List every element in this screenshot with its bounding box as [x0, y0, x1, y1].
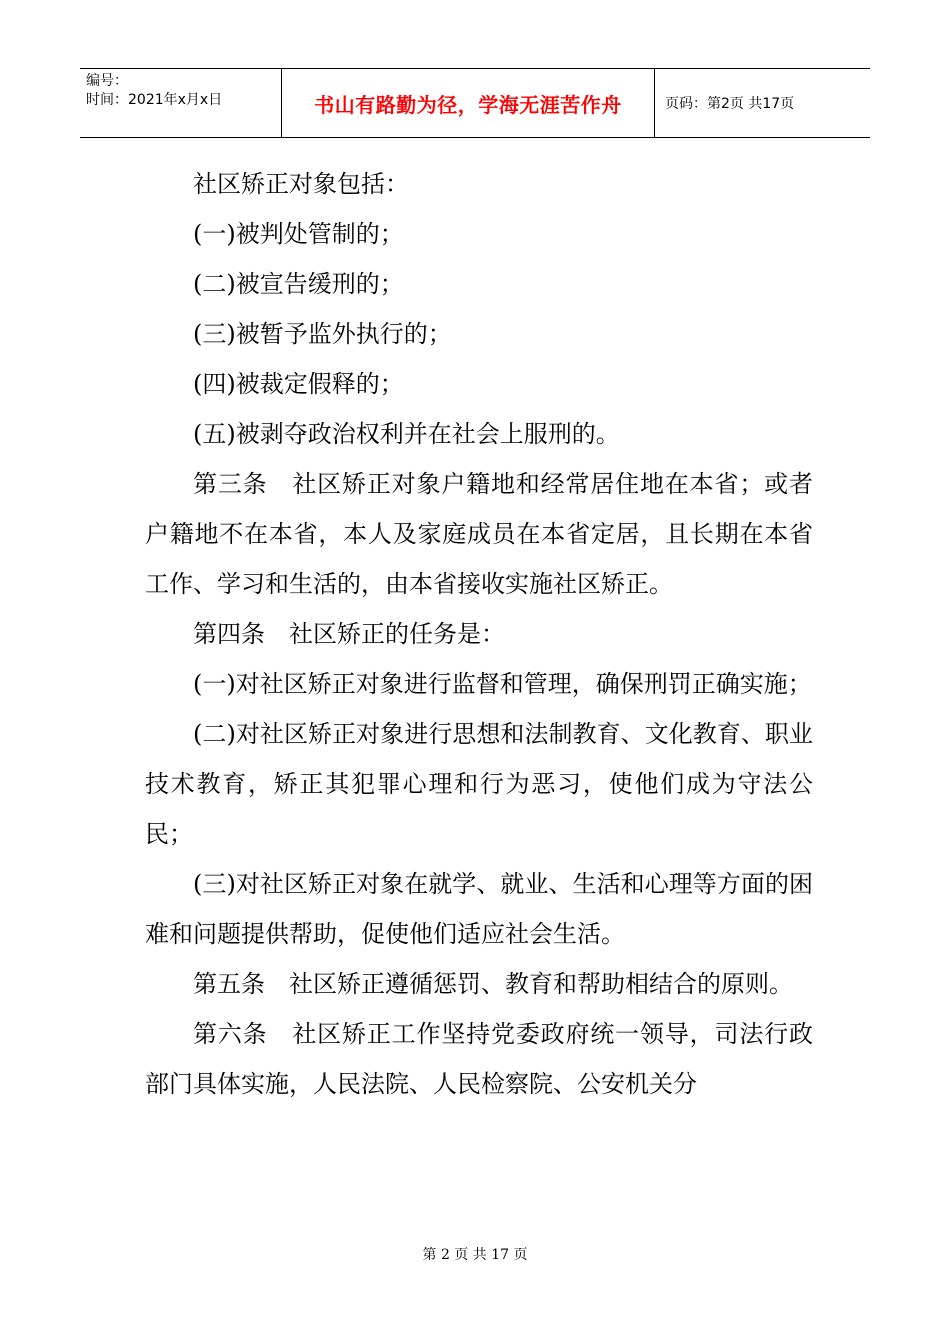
- paragraph: (二)被宣告缓刑的；: [193, 270, 404, 298]
- date-line: 时间：2021年x月x日: [86, 92, 223, 108]
- header-motto: 书山有路勤为径，学海无涯苦作舟: [282, 69, 655, 137]
- paragraph: (五)被剥夺政治权利并在社会上服刑的。: [193, 420, 620, 448]
- paragraph: (三)对社区矫正对象在就学、就业、生活和心理等方面的困难和问题提供帮助，促使他们适应社会生活。: [145, 870, 813, 948]
- page-header: [80, 68, 870, 138]
- header-meta: [80, 69, 282, 137]
- paragraph: (四)被裁定假释的；: [193, 370, 404, 398]
- serial-number-label: 编号：: [86, 73, 128, 89]
- paragraph: 社区矫正对象包括：: [193, 170, 409, 198]
- paragraph: (二)对社区矫正对象进行思想和法制教育、文化教育、职业技术教育，矫正其犯罪心理和行为恶习，使他们成为守法公民；: [145, 720, 813, 848]
- page-footer: 第 2 页 共 17 页: [422, 1247, 528, 1263]
- paragraph: (三)被暂予监外执行的；: [193, 320, 452, 348]
- paragraph: 第五条 社区矫正遵循惩罚、教育和帮助相结合的原则。: [193, 970, 793, 998]
- header-page-info: 页码：第2页 共17页: [665, 96, 795, 112]
- paragraph: 第六条 社区矫正工作坚持党委政府统一领导，司法行政部门具体实施，人民法院、人民检察院、公安机关分: [145, 1020, 813, 1098]
- paragraph: (一)对社区矫正对象进行监督和管理，确保刑罚正确实施；: [193, 670, 812, 698]
- paragraph: 第三条 社区矫正对象户籍地和经常居住地在本省；或者户籍地不在本省，本人及家庭成员在本省定居，且长期在本省工作、学习和生活的，由本省接收实施社区矫正。: [145, 470, 813, 598]
- paragraph: 第四条 社区矫正的任务是：: [193, 620, 505, 648]
- paragraph: (一)被判处管制的；: [193, 220, 404, 248]
- document-body: [145, 159, 813, 1109]
